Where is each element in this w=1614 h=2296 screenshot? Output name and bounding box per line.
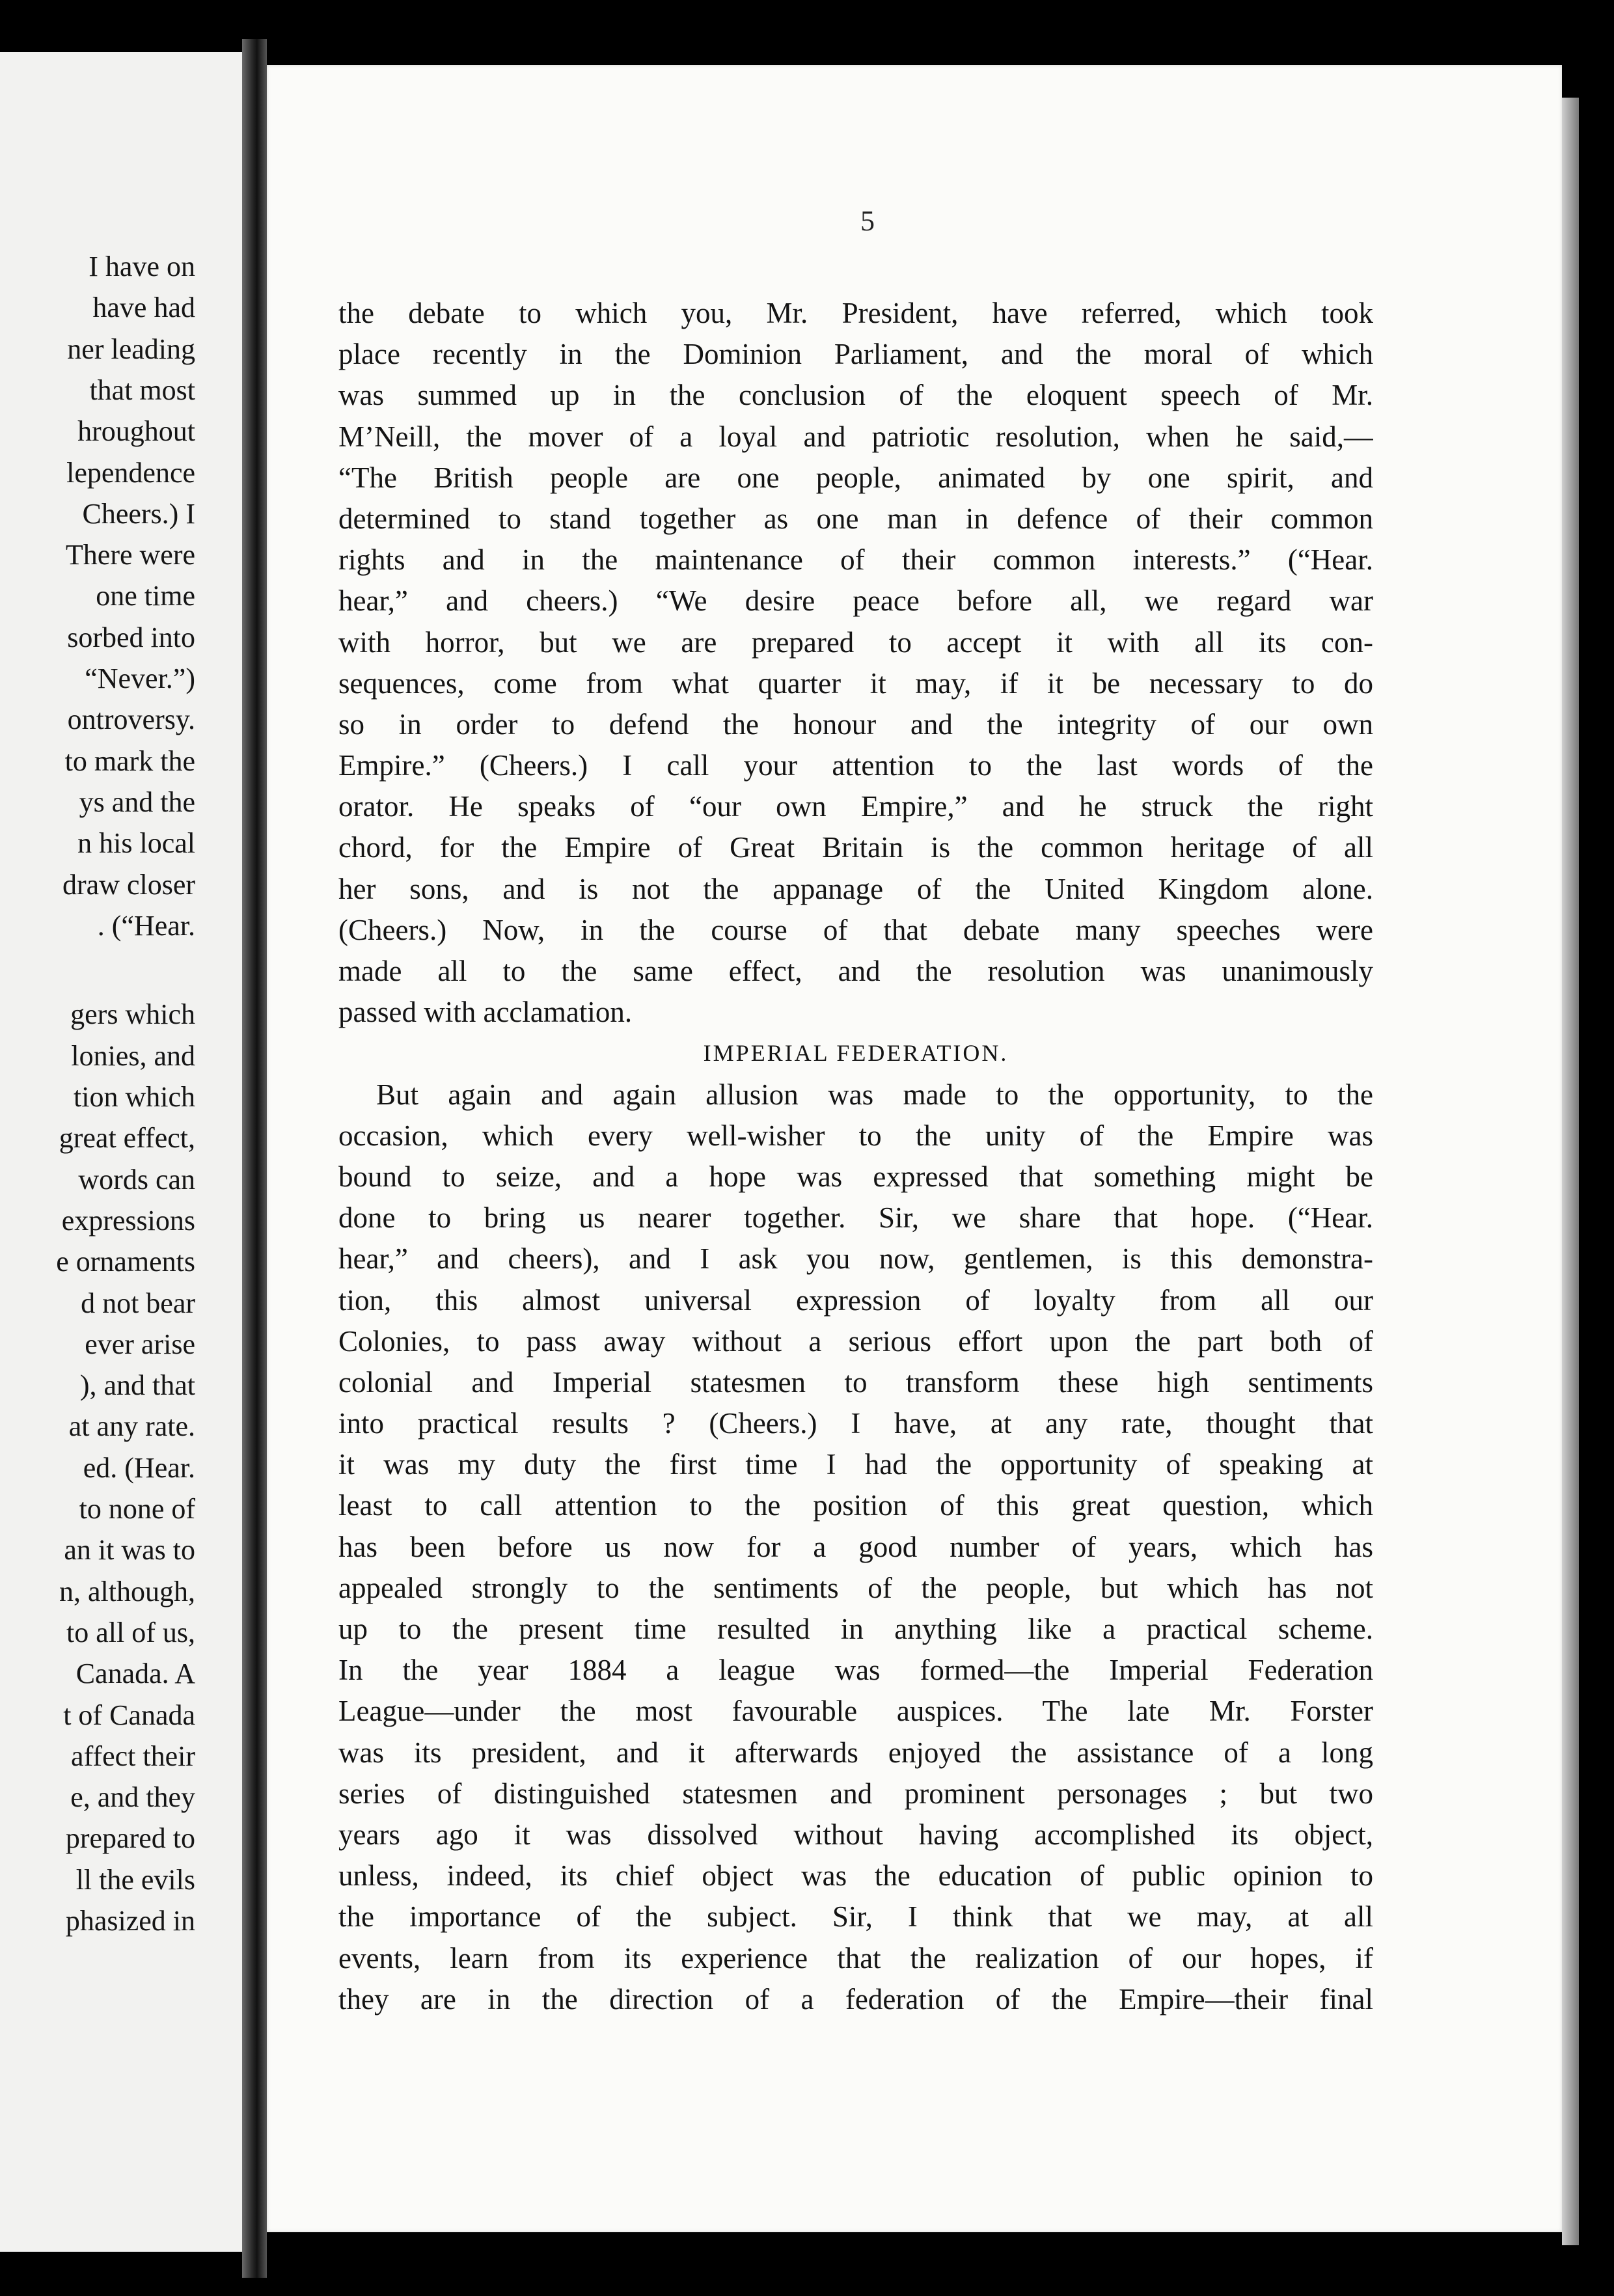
facing-text-line: n, although, (59, 1575, 195, 1607)
facing-text-line: . (“Hear. (97, 909, 195, 942)
text-line: it was my duty the first time I had the opportunity of speaking at (338, 1448, 1373, 1481)
text-line: the debate to which you, Mr. President, have referred, which took (338, 297, 1373, 329)
text-line: rights and in the maintenance of their common interests.” (“Hear. (338, 543, 1373, 577)
facing-text-line: gers which (70, 998, 195, 1031)
text-line: into practical results ? (Cheers.) I have, at any rate, thought that (338, 1407, 1373, 1440)
facing-text-line: ner leading (67, 333, 195, 365)
facing-text-line: ontroversy. (67, 704, 195, 736)
facing-text-line: that most (89, 374, 195, 406)
facing-text-line: affect their (71, 1740, 195, 1772)
facing-text-line: ), and that (79, 1369, 195, 1402)
paragraph-1 (338, 293, 1373, 1033)
text-line: her sons, and is not the appanage of the United Kingdom alone. (338, 872, 1373, 905)
text-line: up to the present time resulted in anything like a practical scheme. (338, 1613, 1373, 1645)
facing-text-line: t of Canada (63, 1699, 195, 1731)
text-line: least to call attention to the position of this great question, which (338, 1489, 1373, 1522)
page-edge (1562, 98, 1579, 2245)
facing-text-line: expressions (61, 1204, 195, 1237)
text-line: years ago it was dissolved without having accomplished its object, (338, 1818, 1373, 1851)
facing-text-line: I have on (89, 251, 195, 282)
text-line: events, learn from its experience that the realization of our hopes, if (338, 1941, 1373, 1975)
facing-text-line: ever arise (85, 1328, 195, 1360)
text-line: they are in the direction of a federation of the Empire—their final (338, 1982, 1373, 2016)
text-line: was its president, and it afterwards enjoyed the assistance of a long (338, 1736, 1373, 1769)
facing-text-line: great effect, (59, 1122, 195, 1155)
text-line: with horror, but we are prepared to accept it with all its con- (338, 625, 1373, 659)
text-line: chord, for the Empire of Great Britain is the common heritage of all (338, 831, 1373, 864)
text-line: occasion, which every well-wisher to the unity of the Empire was (338, 1119, 1373, 1152)
facing-text-line: Canada. A (75, 1658, 195, 1690)
text-line: was summed up in the conclusion of the eloquent speech of Mr. (338, 379, 1373, 412)
text-line: hear,” and cheers.) “We desire peace before all, we regard war (338, 584, 1373, 618)
section-heading: IMPERIAL FEDERATION. (703, 1040, 1009, 1067)
text-line: series of distinguished statesmen and prominent personages ; but two (338, 1777, 1373, 1810)
facing-text-line: have had (92, 292, 195, 324)
facing-text-line: prepared to (65, 1822, 195, 1855)
text-line: place recently in the Dominion Parliament, and the moral of which (338, 338, 1373, 371)
text-line: (Cheers.) Now, in the course of that debate many speeches were (338, 913, 1373, 946)
facing-page-left (0, 52, 242, 2252)
facing-text-line: phasized in (65, 1905, 195, 1937)
facing-text-line: “Never.”) (85, 663, 195, 694)
facing-text-line: hroughout (77, 415, 195, 448)
text-line: done to bring us nearer together. Sir, we share that hope. (“Hear. (338, 1201, 1373, 1235)
text-line: determined to stand together as one man in defence of their common (338, 502, 1373, 535)
text-line: Empire.” (Cheers.) I call your attention to the last words of the (338, 749, 1373, 782)
facing-text-line: one time (96, 580, 195, 612)
text-line: passed with acclamation. (338, 996, 633, 1029)
text-line: bound to seize, and a hope was expressed that something might be (338, 1160, 1373, 1193)
facing-text-line: ys and the (79, 786, 195, 818)
facing-text-line: There were (65, 539, 195, 571)
facing-text-line: draw closer (62, 868, 195, 901)
text-line: League—under the most favourable auspices. The late Mr. Forster (338, 1695, 1373, 1728)
paragraph-2 (338, 1074, 1373, 2020)
facing-text-line: sorbed into (67, 621, 195, 653)
body-text (338, 293, 1373, 2020)
text-line: Colonies, to pass away without a serious effort upon the part both of (338, 1324, 1373, 1358)
facing-text-line: ed. (Hear. (83, 1451, 195, 1484)
facing-text-line: words can (78, 1163, 195, 1196)
text-line: made all to the same effect, and the resolution was unanimously (338, 955, 1373, 987)
facing-text-line: Cheers.) I (82, 497, 195, 530)
facing-text-line: tion which (74, 1081, 195, 1113)
facing-text-line: to mark the (64, 745, 195, 777)
facing-text-line: to all of us, (66, 1616, 195, 1648)
text-line: But again and again allusion was made to the opportunity, to the (376, 1078, 1373, 1111)
text-line: “The British people are one people, animated by one spirit, and (338, 461, 1373, 494)
text-line: the importance of the subject. Sir, I think that we may, at all (338, 1900, 1373, 1934)
text-line: colonial and Imperial statesmen to transform these high sentiments (338, 1365, 1373, 1399)
facing-text-line: e, and they (70, 1781, 195, 1814)
text-line: orator. He speaks of “our own Empire,” and he struck the right (338, 790, 1373, 823)
facing-text-line: at any rate. (68, 1410, 195, 1443)
facing-text-line: to none of (79, 1493, 195, 1525)
text-line: unless, indeed, its chief object was the education of public opinion to (338, 1859, 1373, 1893)
book-gutter (242, 39, 267, 2278)
text-line: M’Neill, the mover of a loyal and patriotic resolution, when he said,— (338, 420, 1373, 453)
facing-text-line: ll the evils (75, 1863, 195, 1896)
text-line: sequences, come from what quarter it may, if it be necessary to do (338, 666, 1373, 700)
facing-text-line: lonies, and (71, 1039, 195, 1072)
facing-text-line: an it was to (64, 1534, 195, 1566)
page-number: 5 (860, 205, 875, 237)
facing-text-line: lependence (66, 456, 195, 489)
facing-text-line: d not bear (81, 1287, 195, 1319)
text-line: tion, this almost universal expression of loyalty from all our (338, 1283, 1373, 1317)
text-line: so in order to defend the honour and the integrity of our own (338, 707, 1373, 741)
text-line: has been before us now for a good number of years, which has (338, 1530, 1373, 1563)
text-line: In the year 1884 a league was formed—the Imperial Federation (338, 1654, 1373, 1687)
text-line: hear,” and cheers), and I ask you now, gentlemen, is this demonstra- (338, 1242, 1373, 1276)
facing-text-line: e ornaments (56, 1246, 195, 1278)
text-line: appealed strongly to the sentiments of the people, but which has not (338, 1571, 1373, 1604)
facing-text-line: n his local (77, 827, 195, 860)
